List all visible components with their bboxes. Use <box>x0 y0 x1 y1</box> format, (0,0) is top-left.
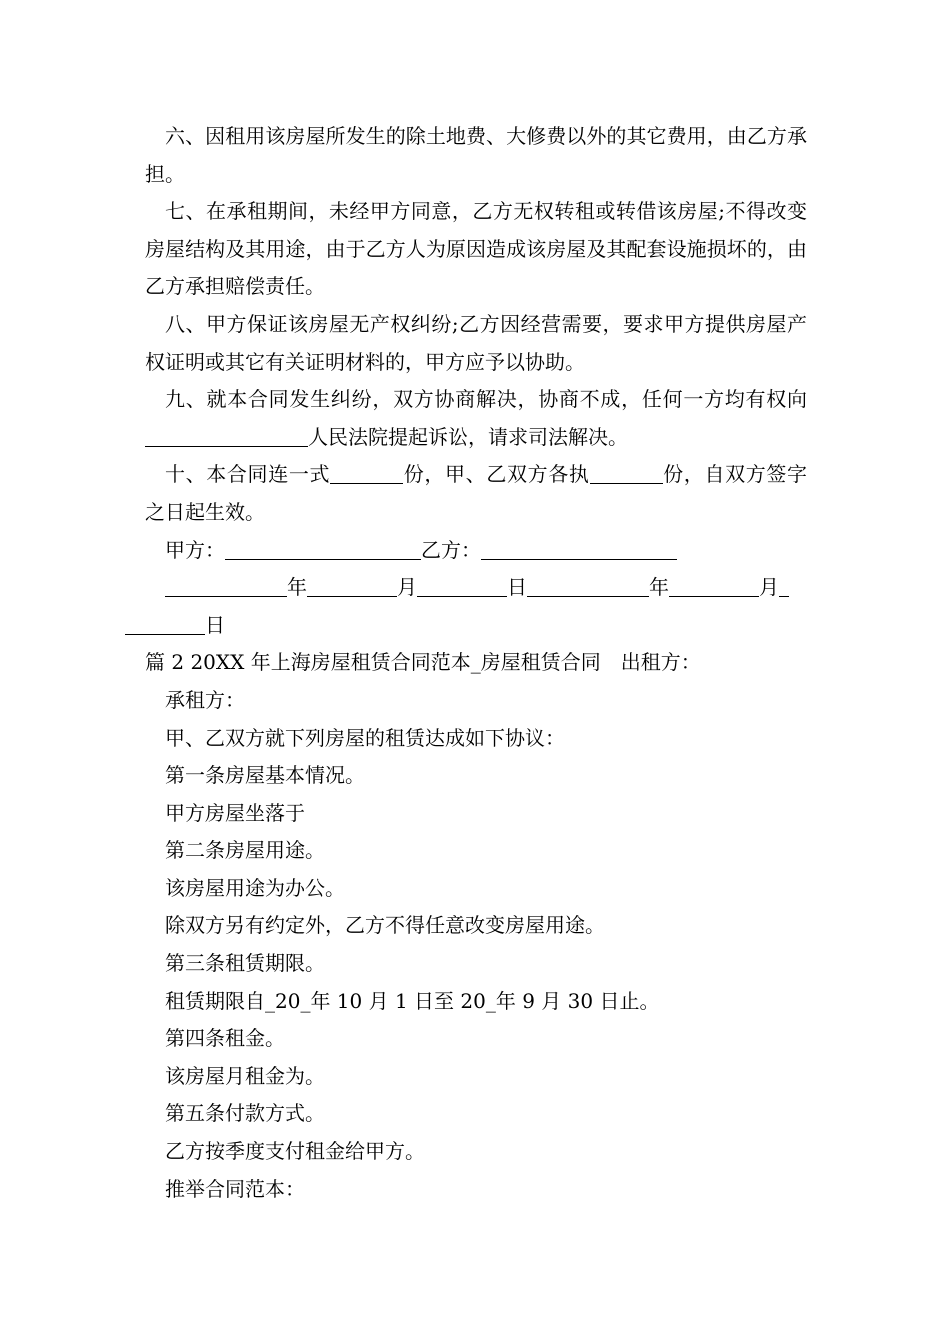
party-a-label: 甲方： <box>165 537 225 562</box>
tenant-label: 承租方： <box>165 687 245 712</box>
year-blank-a <box>165 576 287 597</box>
use-restriction: 除双方另有约定外，乙方不得任意改变房屋用途。 <box>165 913 605 938</box>
recommended-templates: 推举合同范本： <box>165 1176 305 1201</box>
month-blank-a <box>307 576 397 597</box>
article-3-title: 第三条租赁期限。 <box>165 951 325 976</box>
clause-10 <box>145 456 807 531</box>
property-use: 该房屋用途为办公。 <box>165 875 345 900</box>
year-label-a: 年 <box>287 575 307 600</box>
agreement-intro: 甲、乙双方就下列房屋的租赁达成如下协议： <box>165 725 565 750</box>
day-blank-b-start <box>779 576 789 597</box>
year-label-b: 年 <box>649 575 669 600</box>
monthly-rent: 该房屋月租金为。 <box>165 1063 325 1088</box>
day-blank-a <box>417 576 507 597</box>
article-2-title: 第二条房屋用途。 <box>165 838 325 863</box>
section-2-heading: 篇 2 20XX 年上海房屋租赁合同范本_房屋租赁合同 <box>145 650 601 675</box>
day-label-a: 日 <box>507 575 527 600</box>
clause-8: 八、甲方保证该房屋无产权纠纷;乙方因经营需要，要求甲方提供房屋产权证明或其它有关证明材料的，甲方应予以协助。 <box>145 311 807 374</box>
clause-9-text-before: 九、就本合同发生纠纷，双方协商解决，协商不成，任何一方均有权向 <box>165 387 807 412</box>
clause-6: 六、因租用该房屋所发生的除土地费、大修费以外的其它费用，由乙方承担。 <box>145 124 807 186</box>
date-line <box>145 569 807 644</box>
clause-10-text-3: 份，自双方签字之日起生效。 <box>145 462 808 524</box>
month-label-a: 月 <box>397 575 417 600</box>
party-b-blank <box>481 539 677 560</box>
article-1-title: 第一条房屋基本情况。 <box>165 763 365 788</box>
property-location: 甲方房屋坐落于 <box>165 800 305 825</box>
copies-total-blank <box>330 463 403 484</box>
payment-method: 乙方按季度支付租金给甲方。 <box>165 1139 425 1164</box>
clause-7: 七、在承租期间，未经甲方同意，乙方无权转租或转借该房屋;不得改变房屋结构及其用途，由于乙方人为原因造成该房屋及其配套设施损坏的，由乙方承担赔偿责任。 <box>145 199 807 299</box>
section-2-heading-line <box>145 644 807 682</box>
day-blank-b <box>125 614 205 635</box>
court-name-blank <box>145 426 308 447</box>
month-blank-b <box>669 576 759 597</box>
copies-each-blank <box>590 463 663 484</box>
clause-9-text-after: 人民法院提起诉讼，请求司法解决。 <box>308 424 628 449</box>
clause-10-text-2: 份，甲、乙双方各执 <box>403 462 590 487</box>
lease-term: 租赁期限自_20_年 10 月 1 日至 20_年 9 月 30 日止。 <box>165 988 660 1013</box>
month-label-b: 月 <box>759 575 779 600</box>
day-label-b: 日 <box>205 612 225 637</box>
signature-line <box>145 532 807 570</box>
article-4-title: 第四条租金。 <box>165 1026 285 1051</box>
document-body <box>145 118 807 1208</box>
clause-9 <box>145 381 807 456</box>
article-5-title: 第五条付款方式。 <box>165 1101 325 1126</box>
party-b-label: 乙方： <box>421 537 481 562</box>
landlord-label: 出租方： <box>620 650 701 675</box>
clause-10-text-1: 十、本合同连一式 <box>165 462 331 487</box>
party-a-blank <box>225 539 421 560</box>
year-blank-b <box>527 576 649 597</box>
